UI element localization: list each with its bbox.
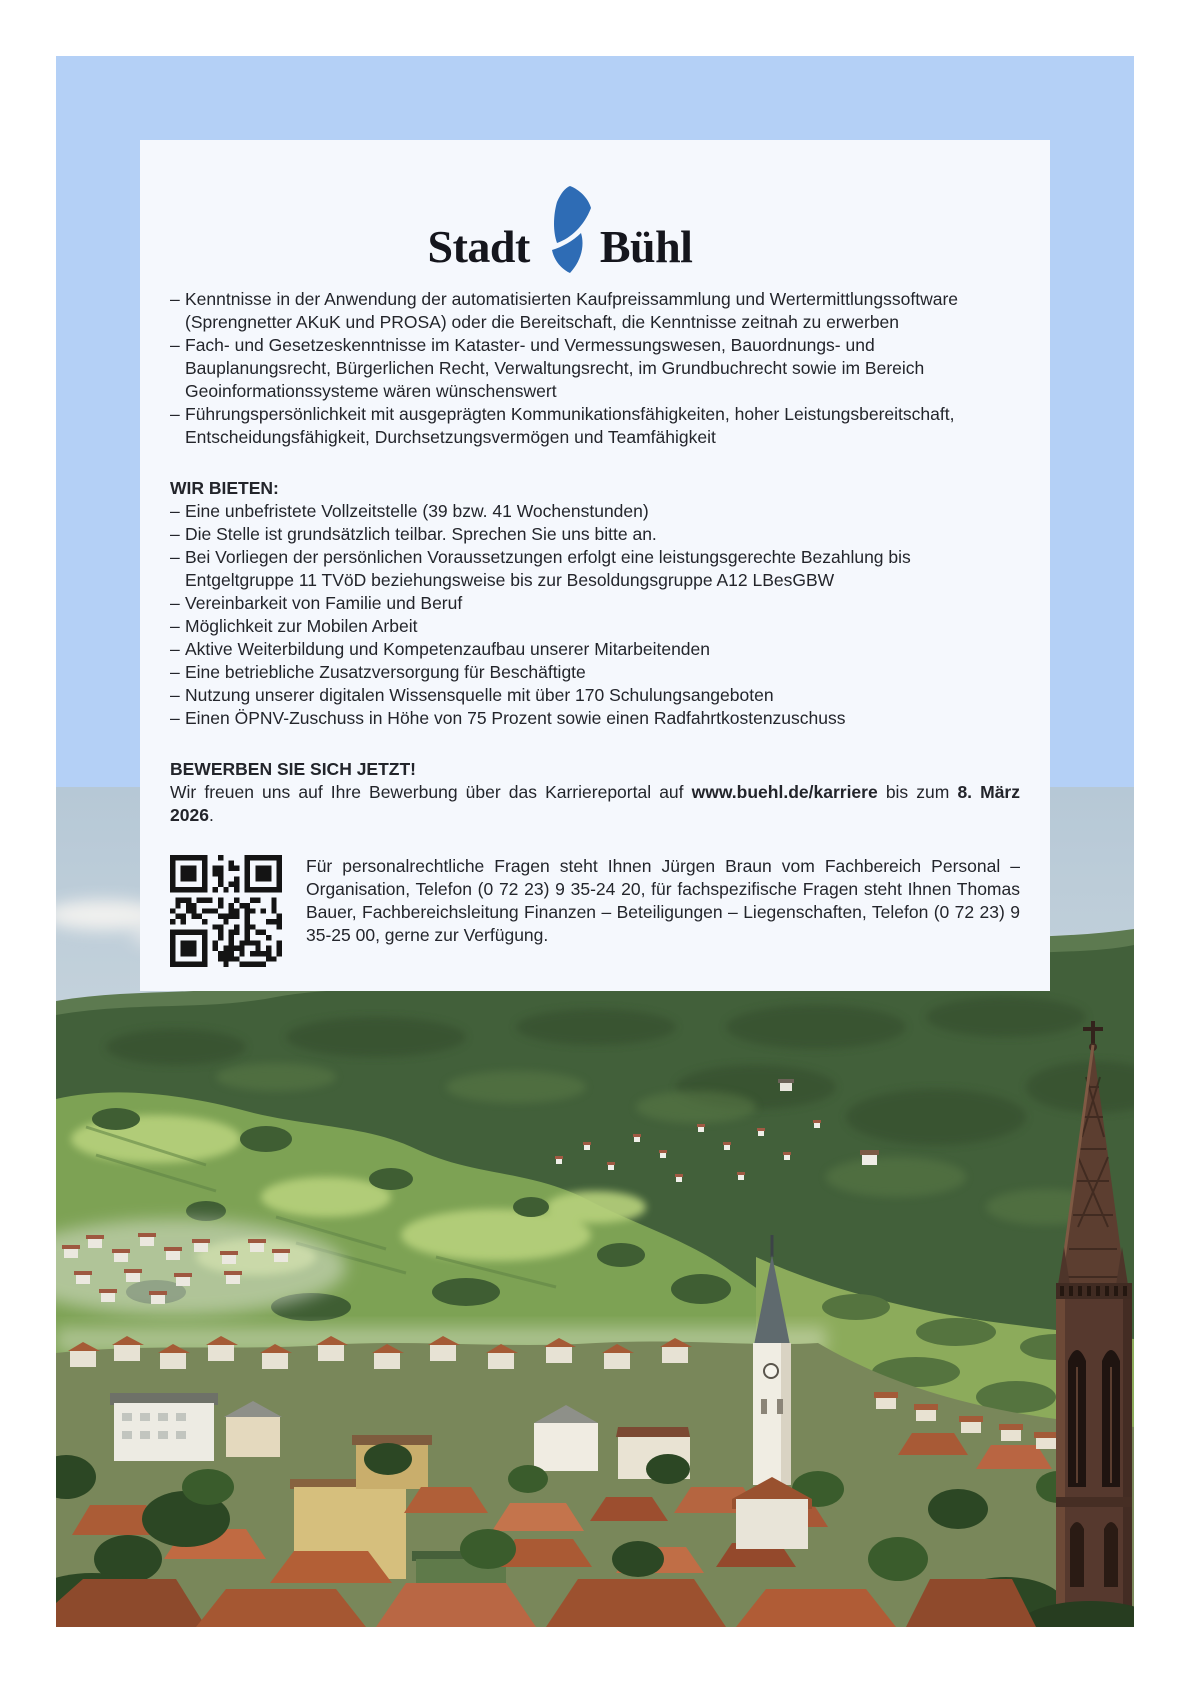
offer-text: Nutzung unserer digitalen Wissensquelle mit über 170 Schulungsangeboten [185,685,774,705]
requirement-text: Fach- und Gesetzeskenntnisse im Kataster- und Vermessungswesen, Bauordnungs- und Bauplanungsrecht, Bürgerlichen Recht, Verwaltungsrecht, im Grundbuchrecht sowie im Bereich Geoinformationssysteme wären wünschenswert [185,335,925,401]
requirement-item [170,334,1020,403]
bullet-dash: – [170,685,180,705]
bullet-dash: – [170,501,180,521]
bullet-dash: – [170,639,180,659]
bullet-dash: – [170,616,180,636]
bullet-dash: – [170,662,180,682]
stadt-buehl-logo [170,178,950,270]
application-deadline: 8. März 2026 [170,782,1020,825]
apply-text-before: Wir freuen uns auf Ihre Bewerbung über das Karriereportal auf [170,782,692,802]
apply-text [170,781,1020,827]
offer-list [170,500,1020,730]
qr-code [170,855,282,967]
logo-text-stadt: Stadt [427,221,530,272]
offer-text: Möglichkeit zur Mobilen Arbeit [185,616,418,636]
apply-text-end: . [208,805,214,825]
offer-item [170,592,1020,615]
hill-castle [778,1079,794,1091]
logo-text-buehl: Bühl [599,221,693,272]
offer-item [170,500,1020,523]
contact-text: Für personalrechtliche Fragen steht Ihnen Jürgen Braun vom Fachbereich Personal – Organisation, Telefon (0 72 23) 9 35-24 20, für fachspezifische Fragen steht Ihnen Thomas Bauer, Fachbereichsleitung Finanzen – Beteiligungen – Liegenschaften, Telefon (0 72 23) 9 35-25 00, gerne zur Verfügung. [306,856,1020,945]
bullet-dash: – [170,289,180,309]
requirement-text: Kenntnisse in der Anwendung der automatisierten Kaufpreissammlung und Wertermittlungssoftware (Sprengnetter AKuK und PROSA) oder die Bereitschaft, die Kenntnisse zeitnah zu erwerben [185,289,959,332]
offer-text: Eine unbefristete Vollzeitstelle (39 bzw. 41 Wochenstunden) [185,501,649,521]
offer-item [170,546,1020,592]
offer-text: Eine betriebliche Zusatzversorgung für Beschäftigte [185,662,586,682]
offer-text: Bei Vorliegen der persönlichen Voraussetzungen erfolgt eine leistungsgerechte Bezahlung bis Entgeltgruppe 11 TVöD beziehungsweise bis zur Besoldungsgruppe A12 LBesGBW [185,547,911,590]
offer-item [170,707,1020,730]
career-portal-url: www.buehl.de/karriere [691,782,878,802]
requirement-item [170,403,1020,449]
offer-item [170,661,1020,684]
offer-text: Aktive Weiterbildung und Kompetenzaufbau unserer Mitarbeitenden [185,639,710,659]
bullet-dash: – [170,593,180,613]
hillside-house [860,1150,879,1165]
bullet-dash: – [170,404,180,424]
offer-item [170,638,1020,661]
bullet-dash: – [170,335,180,355]
bullet-dash: – [170,708,180,728]
requirement-item [170,288,1020,334]
offer-text: Einen ÖPNV-Zuschuss in Höhe von 75 Prozent sowie einen Radfahrtkostenzuschuss [185,708,846,728]
apply-text-middle: bis zum [877,782,958,802]
job-ad-card [140,140,1050,991]
bullet-dash: – [170,547,180,567]
requirements-list [170,288,1020,449]
offer-text: Vereinbarkeit von Familie und Beruf [185,593,463,613]
bullet-dash: – [170,524,180,544]
requirement-text: Führungspersönlichkeit mit ausgeprägten Kommunikationsfähigkeiten, hoher Leistungsbereitschaft, Entscheidungsfähigkeit, Durchsetzungsvermögen und Teamfähigkeit [185,404,955,447]
offer-item [170,684,1020,707]
buehl-logo-icon [540,186,592,274]
offer-text: Die Stelle ist grundsätzlich teilbar. Sprechen Sie uns bitte an. [185,524,657,544]
offer-item [170,523,1020,546]
contact-block [170,855,1020,967]
offer-item [170,615,1020,638]
apply-heading: BEWERBEN SIE SICH JETZT! [170,759,416,779]
offer-heading: WIR BIETEN: [170,478,279,498]
